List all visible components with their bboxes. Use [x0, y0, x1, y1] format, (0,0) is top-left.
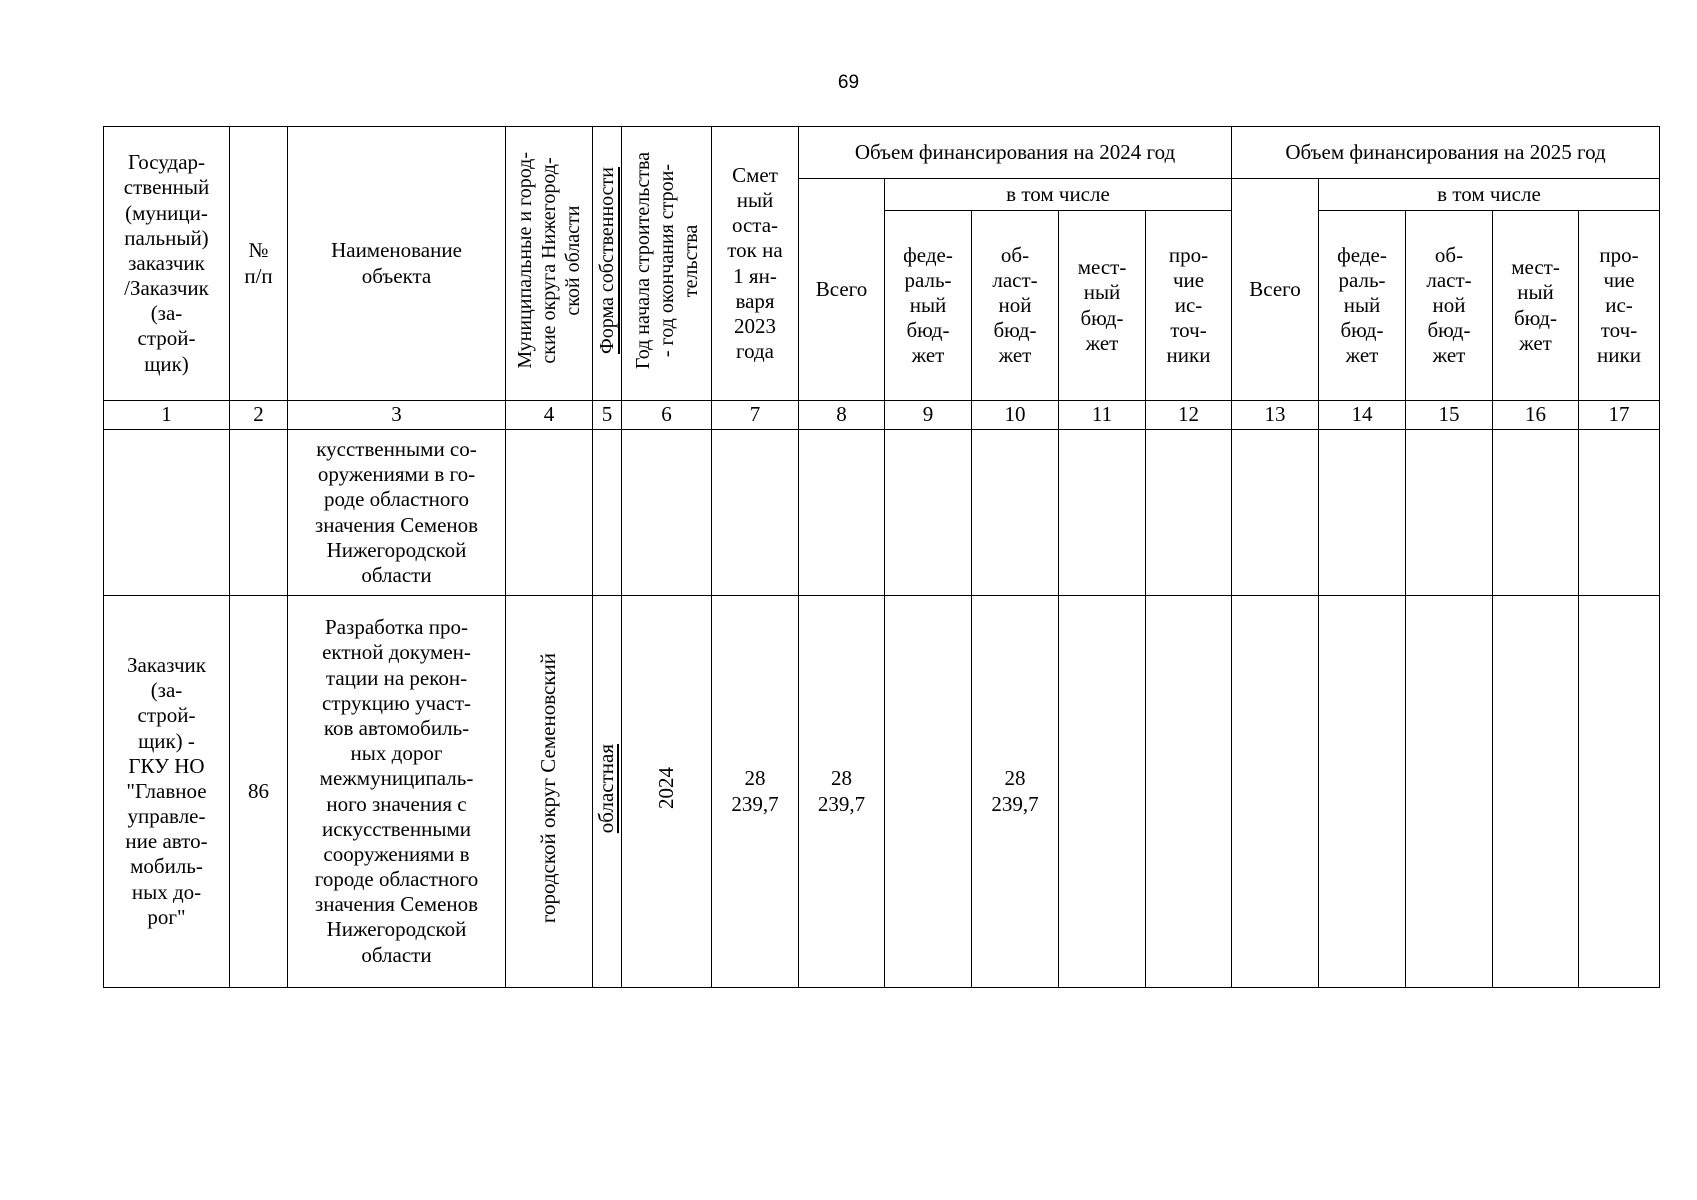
- header-remaining: Смет ный оста- ток на 1 ян- варя 2023 года: [712, 127, 799, 401]
- cell-total-2025: [1232, 596, 1319, 988]
- header-local-2024: мест- ный бюд- жет: [1059, 211, 1146, 401]
- cell-customer: Заказчик (за- строй- щик) - ГКУ НО "Главное управле- ние авто- мобиль- ных до- рог": [104, 596, 230, 988]
- column-number: 14: [1319, 401, 1406, 430]
- cell-other-2024: [1146, 430, 1232, 596]
- cell-remaining: [712, 430, 799, 596]
- cell-remaining: 28 239,7: [712, 596, 799, 988]
- cell-local-2025: [1493, 596, 1579, 988]
- cell-local-2024: [1059, 430, 1146, 596]
- column-number: 1: [104, 401, 230, 430]
- column-number-row: [104, 401, 1660, 430]
- column-number: 8: [799, 401, 885, 430]
- cell-years-text: 2024: [653, 767, 678, 810]
- cell-ownership: [593, 596, 622, 988]
- cell-total-2024: [799, 430, 885, 596]
- header-including-2024: в том числе: [885, 179, 1232, 211]
- header-federal-2025: феде- раль- ный бюд- жет: [1319, 211, 1406, 401]
- column-number: 16: [1493, 401, 1579, 430]
- column-number: 7: [712, 401, 799, 430]
- cell-regional-2024: 28 239,7: [972, 596, 1059, 988]
- header-federal-2024: феде- раль- ный бюд- жет: [885, 211, 972, 401]
- header-total-2025: Всего: [1232, 179, 1319, 401]
- column-number: 6: [622, 401, 712, 430]
- column-number: 12: [1146, 401, 1232, 430]
- header-total-2024: Всего: [799, 179, 885, 401]
- cell-federal-2024: [885, 430, 972, 596]
- cell-local-2024: [1059, 596, 1146, 988]
- cell-municipality: [506, 430, 593, 596]
- column-number: 15: [1406, 401, 1493, 430]
- column-number: 9: [885, 401, 972, 430]
- header-years-text: Год начала строительства - год окончания строи- тельства: [631, 151, 702, 369]
- table-row: [104, 430, 1660, 596]
- cell-number: 86: [230, 596, 288, 988]
- cell-other-2025: [1579, 596, 1660, 988]
- cell-object-name: Разработка про- ектной докумен- тации на рекон- струкцию участ- ков автомобиль- ных дорог межмуниципаль- ного значения с искусственными сооружениями в городе областного значения Семенов Нижегородской области: [288, 596, 506, 988]
- column-number: 13: [1232, 401, 1319, 430]
- header-municipality: [506, 127, 593, 401]
- column-number: 11: [1059, 401, 1146, 430]
- column-number: 10: [972, 401, 1059, 430]
- cell-federal-2025: [1319, 596, 1406, 988]
- cell-regional-2024: [972, 430, 1059, 596]
- header-object-name: Наименование объекта: [288, 127, 506, 401]
- cell-ownership-text: областная: [594, 743, 619, 833]
- column-number: 2: [230, 401, 288, 430]
- cell-regional-2025: [1406, 430, 1493, 596]
- column-number: 3: [288, 401, 506, 430]
- header-funding-2024: Объем финансирования на 2024 год: [799, 127, 1232, 179]
- header-local-2025: мест- ный бюд- жет: [1493, 211, 1579, 401]
- financing-table: [103, 126, 1660, 988]
- header-including-2025: в том числе: [1319, 179, 1660, 211]
- header-municipality-text: Муниципальные и город- ские округа Нижегород- ской области: [514, 152, 584, 369]
- header-row-1: [104, 127, 1660, 179]
- header-ownership: [593, 127, 622, 401]
- header-years: [622, 127, 712, 401]
- header-regional-2024: об- ласт- ной бюд- жет: [972, 211, 1059, 401]
- cell-federal-2025: [1319, 430, 1406, 596]
- column-number: 17: [1579, 401, 1660, 430]
- header-regional-2025: об- ласт- ной бюд- жет: [1406, 211, 1493, 401]
- header-other-2024: про- чие ис- точ- ники: [1146, 211, 1232, 401]
- cell-municipality: [506, 596, 593, 988]
- header-customer: Государ- ственный (муници- пальный) заказчик /Заказчик (за- строй- щик): [104, 127, 230, 401]
- header-ownership-text: Форма собственности: [596, 166, 618, 354]
- cell-other-2024: [1146, 596, 1232, 988]
- header-other-2025: про- чие ис- точ- ники: [1579, 211, 1660, 401]
- cell-customer: [104, 430, 230, 596]
- table-row: [104, 596, 1660, 988]
- page-number: 69: [837, 72, 860, 93]
- header-number: № п/п: [230, 127, 288, 401]
- cell-federal-2024: [885, 596, 972, 988]
- cell-years: [622, 596, 712, 988]
- header-funding-2025: Объем финансирования на 2025 год: [1232, 127, 1660, 179]
- cell-local-2025: [1493, 430, 1579, 596]
- column-number: 4: [506, 401, 593, 430]
- column-number: 5: [593, 401, 622, 430]
- cell-years: [622, 430, 712, 596]
- cell-number: [230, 430, 288, 596]
- cell-total-2025: [1232, 430, 1319, 596]
- cell-regional-2025: [1406, 596, 1493, 988]
- cell-other-2025: [1579, 430, 1660, 596]
- cell-total-2024: 28 239,7: [799, 596, 885, 988]
- cell-municipality-text: городской округ Семеновский: [536, 653, 561, 924]
- cell-object-name: кусственными со- оружениями в го- роде областного значения Семенов Нижегородской области: [288, 430, 506, 596]
- cell-ownership: [593, 430, 622, 596]
